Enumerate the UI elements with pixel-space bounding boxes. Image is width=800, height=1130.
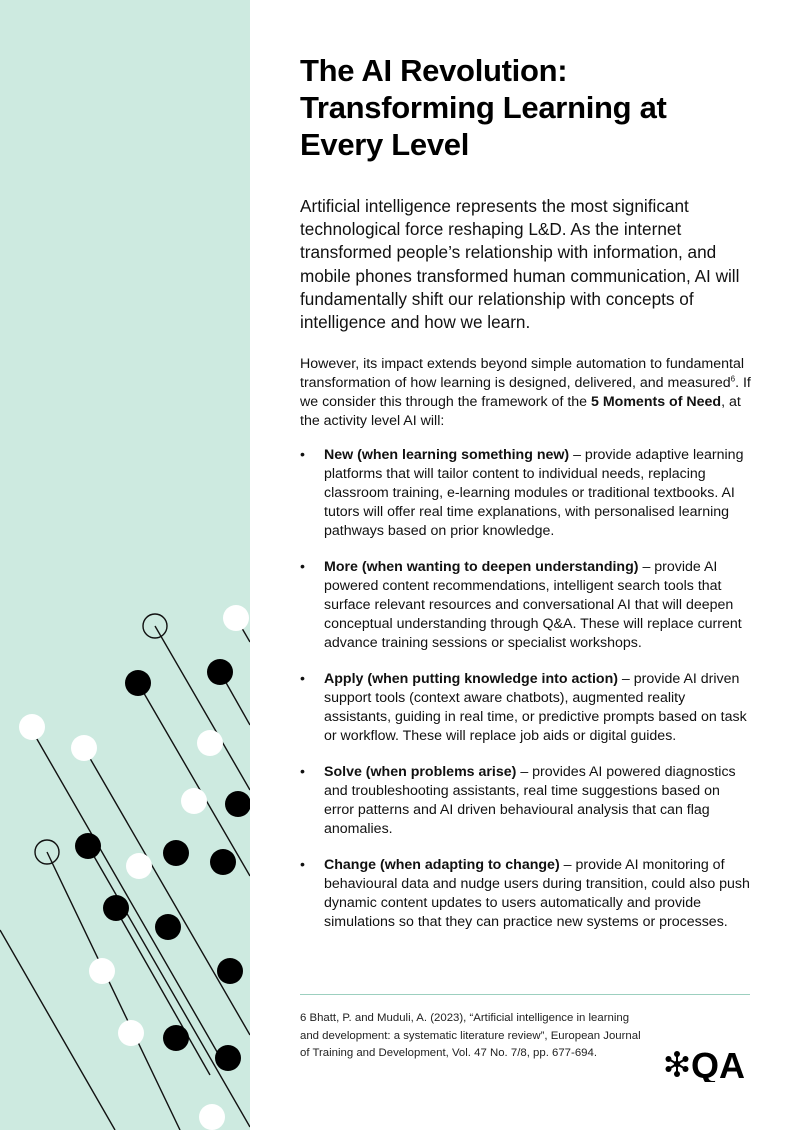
decorative-sidebar xyxy=(0,0,250,1130)
lede-paragraph: Artificial intelligence represents the most significant technological force reshaping L&D. As the internet transformed people’s relationship with information, and mobile phones transformed human communication, AI will fundamentally shift our relationship with concepts of intelligence and how we learn. xyxy=(300,196,740,333)
main-content xyxy=(300,52,752,949)
list-item-heading: Solve (when problems arise) xyxy=(324,764,517,781)
list-item-new xyxy=(300,446,752,541)
list-item-heading: Change (when adapting to change) xyxy=(324,857,560,874)
qa-asterisk-logo-icon xyxy=(662,1046,752,1082)
list-item-text: – provides AI powered diagnostics and troubleshooting assistants, real time suggestions based on error patterns and AI driven behavioural analysis that can flag anomalies. xyxy=(324,764,736,838)
footnote-reference: 6 xyxy=(730,374,736,384)
list-item-solve xyxy=(300,763,752,839)
qa-logo xyxy=(662,1046,752,1082)
list-item-text: – provide AI monitoring of behavioural data and nudge users during transition, could also push dynamic content updates to users automatically and provide simulations so that they can practice new systems or processes. xyxy=(324,857,750,931)
bullet-icon: • xyxy=(300,857,305,874)
bullet-icon: • xyxy=(300,671,305,688)
list-item-heading: New (when learning something new) xyxy=(324,447,570,464)
list-item-text: – provide adaptive learning platforms that will tailor content to individual needs, replacing classroom training, e-learning modules or traditional textbooks. AI tutors will offer real time explanations, with personalised learning pathways based on prior knowledge. xyxy=(324,447,744,540)
moments-of-need-list xyxy=(300,446,752,932)
bullet-icon: • xyxy=(300,447,305,464)
list-item-more xyxy=(300,558,752,653)
intro-paragraph xyxy=(300,355,752,431)
logo-wordmark: QA xyxy=(691,1046,745,1082)
intro-text-2: . If we consider this through the framework of the xyxy=(300,375,751,411)
intro-bold-framework: 5 Moments of Need xyxy=(591,394,722,411)
page-title: The AI Revolution: Transforming Learning at Every Level xyxy=(300,53,667,162)
list-item-heading: More (when wanting to deepen understanding) xyxy=(324,559,639,576)
bullet-icon: • xyxy=(300,764,305,781)
list-item-change xyxy=(300,856,752,932)
bullet-icon: • xyxy=(300,559,305,576)
list-item-heading: Apply (when putting knowledge into action) xyxy=(324,671,618,688)
intro-text-1: However, its impact extends beyond simple automation to fundamental transformation of how learning is designed, delivered, and measured xyxy=(300,356,744,392)
list-item-text: – provide AI powered content recommendations, intelligent search tools that surface relevant resources and conversational AI that will deepen conceptual understanding through Q&A. These will replace current advance training sessions or specialist workshops. xyxy=(324,559,742,652)
list-item-text: – provide AI driven support tools (context aware chatbots), augmented reality assistants, guiding in real time, or predictive prompts based on task or workflow. These will replace job aids or digital guides. xyxy=(324,671,747,745)
list-item-apply xyxy=(300,670,752,746)
footnote: 6 Bhatt, P. and Muduli, A. (2023), “Artificial intelligence in learning and development: a systematic literature review”, European Journal of Training and Development, Vol. 47 No. 7/8, pp. 677-694. xyxy=(300,1012,641,1059)
intro-text-3: , at the activity level AI will: xyxy=(300,394,741,430)
dots-and-lines-graphic xyxy=(0,0,250,1130)
footnote-divider xyxy=(300,994,750,995)
